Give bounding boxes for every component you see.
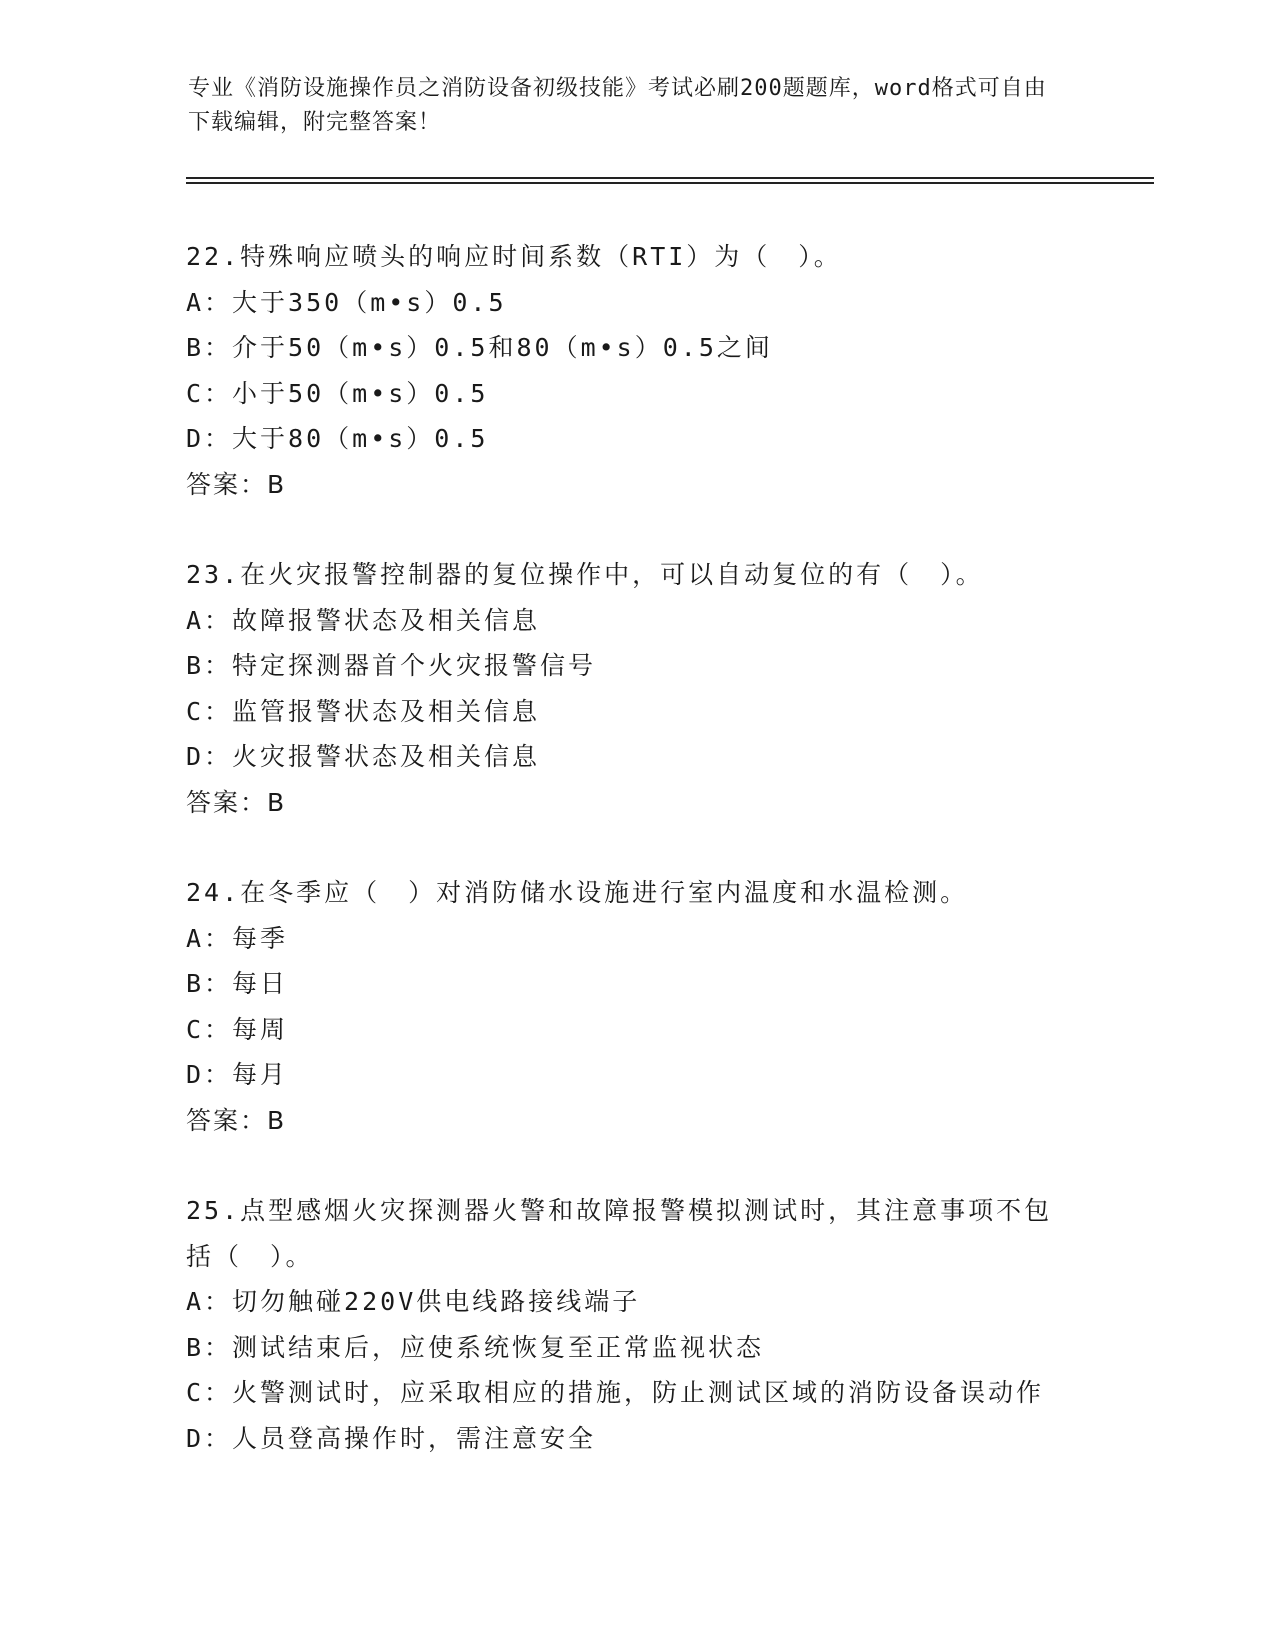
question-stem: 23.在火灾报警控制器的复位操作中，可以自动复位的有（ ）。 — [186, 560, 984, 589]
option-c: C：小于50（m•s）0.5 — [186, 378, 489, 408]
option-d: D：人员登高操作时，需注意安全 — [186, 1423, 597, 1453]
header-rule-top — [186, 177, 1154, 179]
question-stem: 25.点型感烟火灾探测器火警和故障报警模拟测试时，其注意事项不包括（ ）。 — [186, 1196, 1053, 1271]
answer: 答案：B — [186, 787, 287, 817]
question-24 — [186, 870, 1086, 1143]
option-d: D：大于80（m•s）0.5 — [186, 424, 489, 453]
option-b: B：每日 — [186, 969, 289, 998]
header-rule-bottom — [186, 182, 1154, 184]
option-c: C：火警测试时，应采取相应的措施，防止测试区域的消防设备误动作 — [186, 1378, 1045, 1407]
option-c: C：监管报警状态及相关信息 — [186, 696, 541, 726]
option-b: B：测试结束后，应使系统恢复至正常监视状态 — [186, 1332, 765, 1362]
option-b: B：介于50（m•s）0.5和80（m•s）0.5之间 — [186, 333, 773, 362]
question-stem: 22.特殊响应喷头的响应时间系数（RTI）为（ ）。 — [186, 242, 842, 271]
option-d: D：火灾报警状态及相关信息 — [186, 742, 541, 771]
option-a: A：每季 — [186, 923, 289, 953]
question-23 — [186, 552, 1086, 825]
question-stem: 24.在冬季应（ ）对消防储水设施进行室内温度和水温检测。 — [186, 878, 969, 907]
option-c: C：每周 — [186, 1014, 289, 1044]
question-22 — [186, 234, 1086, 507]
option-a: A：大于350（m•s）0.5 — [186, 287, 507, 317]
document-header: 专业《消防设施操作员之消防设备初级技能》考试必刷200题题库，word格式可自由下载编辑，附完整答案！ — [188, 76, 1047, 135]
answer: 答案：B — [186, 469, 287, 499]
answer: 答案：B — [186, 1105, 287, 1135]
question-25 — [186, 1188, 1086, 1461]
option-a: A：切勿触碰220V供电线路接线端子 — [186, 1287, 641, 1316]
option-a: A：故障报警状态及相关信息 — [186, 605, 541, 635]
option-d: D：每月 — [186, 1060, 289, 1089]
option-b: B：特定探测器首个火灾报警信号 — [186, 651, 597, 680]
